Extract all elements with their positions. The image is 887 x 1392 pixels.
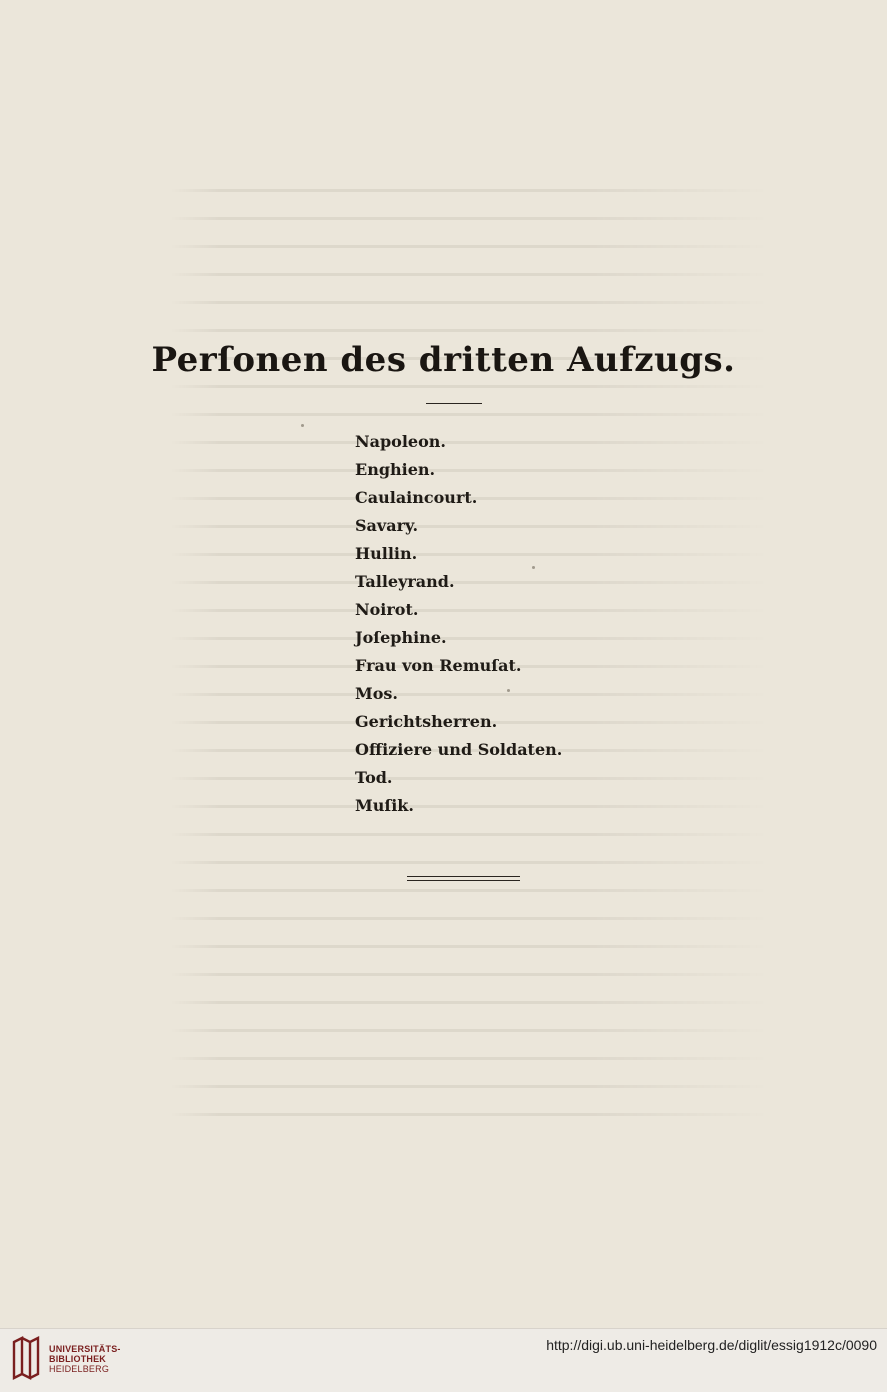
cast-item: Enghien. xyxy=(355,460,436,479)
page-title: Perſonen des dritten Aufzugs. xyxy=(151,340,736,380)
cast-item: Napoleon. xyxy=(355,432,446,451)
logo-line: UNIVERSITÄTS- xyxy=(49,1344,121,1354)
cast-item: Noirot. xyxy=(355,600,419,619)
cast-list xyxy=(355,428,562,820)
logo-line: HEIDELBERG xyxy=(49,1364,110,1374)
library-logo-text[interactable] xyxy=(49,1344,121,1374)
cast-item: Talleyrand. xyxy=(355,572,455,591)
cast-item: Savary. xyxy=(355,516,419,535)
cast-item: Caulaincourt. xyxy=(355,488,478,507)
paper-speck xyxy=(507,689,510,692)
title-divider xyxy=(426,403,482,404)
cast-item: Muſik. xyxy=(355,796,414,815)
cast-item: Tod. xyxy=(355,768,393,787)
cast-item: Frau von Remuſat. xyxy=(355,656,522,675)
permalink-url[interactable]: http://digi.ub.uni-heidelberg.de/diglit/essig1912c/0090 xyxy=(546,1337,877,1353)
cast-item: Gerichtsherren. xyxy=(355,712,498,731)
paper-speck xyxy=(301,424,304,427)
paper-speck xyxy=(532,566,535,569)
closing-double-rule xyxy=(407,876,520,881)
cast-item: Joſephine. xyxy=(355,628,447,647)
logo-line: BIBLIOTHEK xyxy=(49,1354,106,1364)
cast-item: Mos. xyxy=(355,684,398,703)
library-logo-icon[interactable] xyxy=(10,1336,42,1380)
cast-item: Offiziere und Soldaten. xyxy=(355,740,563,759)
cast-item: Hullin. xyxy=(355,544,418,563)
